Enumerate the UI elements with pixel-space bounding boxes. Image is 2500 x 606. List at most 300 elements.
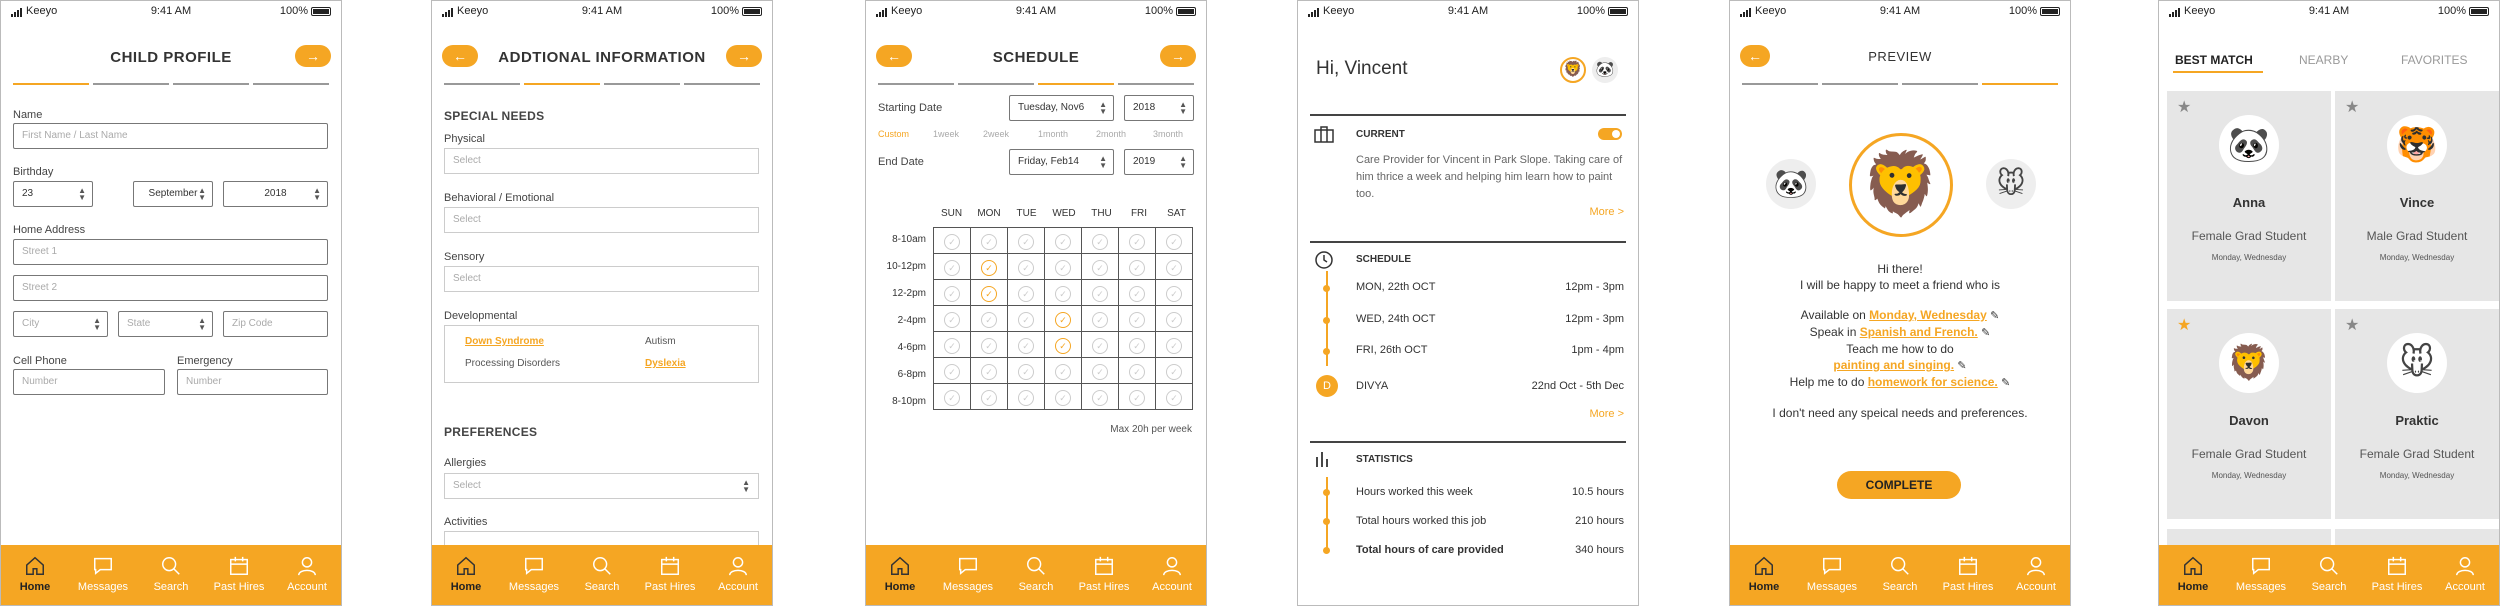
birthday-label: Birthday [13,166,54,178]
briefcase-icon [1314,125,1334,143]
allergies-label: Allergies [444,457,487,469]
lion-icon: 🦁 [1563,61,1583,78]
calendar-icon [1093,555,1115,577]
next-button[interactable] [295,45,331,67]
schedule-cell[interactable] [1008,332,1045,358]
range-option-1month[interactable]: 1month [1038,129,1069,139]
available-line: Available on Monday, Wednesday ✎ [1800,308,2000,322]
complete-button[interactable]: COMPLETE [1837,471,1961,499]
tab-account[interactable]: Account [2431,545,2499,605]
timeline-dot [1323,518,1330,525]
screen-child-profile [0,0,342,606]
schedule-cell[interactable] [1156,358,1193,384]
check-icon: ✓ [944,260,960,276]
check-icon: ✓ [1055,260,1071,276]
schedule-time: 1pm - 4pm [1571,344,1624,356]
max-hours-note: Max 20h per week [1110,424,1192,435]
status-bar: Keeyo 9:41 AM 100% [1730,5,2070,21]
screen-dashboard [1297,0,1639,606]
schedule-day: FRI, 26th OCT [1356,344,1428,356]
developmental-label: Developmental [444,310,518,322]
sensory-select[interactable]: Select [444,266,759,292]
available-value[interactable]: Monday, Wednesday [1869,308,1987,322]
stat-value: 10.5 hours [1572,486,1624,498]
address-label: Home Address [13,224,86,236]
teach-value-line [1730,357,2070,374]
speak-line: Speak in Spanish and French. ✎ [1809,325,1991,339]
schedule-cell[interactable] [1119,384,1156,410]
calendar-icon [2386,555,2408,577]
check-icon: ✓ [944,234,960,250]
help-value[interactable]: homework for science. [1867,375,1998,389]
search-icon [591,555,613,577]
schedule-grid [933,227,1193,410]
check-icon: ✓ [1129,312,1145,328]
zip-input[interactable]: Zip Code [223,311,328,337]
range-option-2week[interactable]: 2week [983,129,1010,139]
birthday-day-select[interactable]: 23 ▲ ▼ [13,181,93,207]
birthday-year-select[interactable]: 2018 ▲ ▼ [223,181,328,207]
schedule-cell[interactable] [971,332,1008,358]
divider [1310,241,1626,243]
tab-account[interactable]: Account [704,545,772,605]
schedule-cell[interactable] [1156,228,1193,254]
tab-home[interactable]: Home [432,545,500,605]
match-card[interactable] [2335,309,2499,519]
timeline-dot [1323,547,1330,554]
battery-icon [1176,7,1196,16]
schedule-cell[interactable] [934,332,971,358]
check-icon: ✓ [981,312,997,328]
mouse-avatar-option[interactable] [1986,159,2036,209]
match-card[interactable] [2167,91,2331,301]
check-icon: ✓ [1018,234,1034,250]
schedule-more-link[interactable]: More > [1589,408,1624,420]
step-progress [13,83,329,85]
check-icon: ✓ [1166,338,1182,354]
match-name: Vince [2399,195,2435,210]
current-description: Care Provider for Vincent in Park Slope. Taking care of him thrice a week and helping him learn how to paint too. [1356,154,1623,200]
tab-nearby[interactable]: NEARBY [2299,53,2349,67]
check-icon: ✓ [944,390,960,406]
schedule-cell[interactable] [1045,228,1082,254]
arrow-left-icon: ← [453,48,467,64]
tab-messages[interactable]: Messages [934,545,1002,605]
starting-date-label: Starting Date [878,102,943,114]
battery-icon [1608,7,1628,16]
page-title: PREVIEW [1868,49,1932,64]
panda-avatar[interactable] [1592,57,1618,83]
star-icon[interactable]: ★ [2177,317,2192,334]
search-icon [1889,555,1911,577]
tab-bar [866,545,1206,605]
current-heading: CURRENT [1356,129,1405,140]
divya-name: DIVYA [1356,380,1389,392]
check-icon: ✓ [1018,312,1034,328]
start-date-select[interactable]: Tuesday, Nov6 ▲ ▼ [1009,95,1114,121]
schedule-cell[interactable] [971,306,1008,332]
tab-past-hires[interactable]: Past Hires [205,545,273,605]
preview-message [1730,261,2070,421]
screen-preview [1729,0,2071,606]
timeline-dot [1323,348,1330,355]
home-icon [24,555,46,577]
search-icon [2318,555,2340,577]
street2-input[interactable]: Street 2 [13,275,328,301]
schedule-cell[interactable] [934,280,971,306]
check-icon: ✓ [1166,364,1182,380]
schedule-cell[interactable] [1119,254,1156,280]
schedule-cell[interactable] [1082,306,1119,332]
calendar-icon [659,555,681,577]
match-card[interactable] [2167,309,2331,519]
schedule-cell[interactable] [1082,332,1119,358]
range-option-1week[interactable]: 1week [933,129,960,139]
dev-option-down-syndrome[interactable]: Down Syndrome [465,336,544,347]
tab-home[interactable]: Home [1,545,69,605]
check-icon: ✓ [981,338,997,354]
check-icon: ✓ [1129,234,1145,250]
preferences-heading: PREFERENCES [444,425,538,439]
timeline-dot [1323,285,1330,292]
check-icon: ✓ [1018,364,1034,380]
lion-avatar-selected[interactable] [1849,133,1953,237]
tab-account[interactable]: Account [1138,545,1206,605]
schedule-cell[interactable] [1082,280,1119,306]
tab-search[interactable]: Search [2295,545,2363,605]
end-date-select[interactable]: Friday, Feb14 ▲ ▼ [1009,149,1114,175]
range-option-custom[interactable]: Custom [878,129,910,139]
schedule-cell[interactable] [1082,254,1119,280]
schedule-cell[interactable] [1156,280,1193,306]
schedule-cell[interactable] [1008,306,1045,332]
calendar-icon [228,555,250,577]
tab-past-hires[interactable]: Past Hires [636,545,704,605]
schedule-cell[interactable] [1156,332,1193,358]
stat-label: Total hours worked this job [1356,515,1487,527]
speak-value[interactable]: Spanish and French. [1859,325,1978,339]
schedule-cell[interactable] [1156,306,1193,332]
schedule-cell[interactable] [1008,228,1045,254]
physical-select[interactable]: Select [444,148,759,174]
current-toggle[interactable] [1598,128,1622,140]
pencil-icon[interactable]: ✎ [1990,310,2000,322]
schedule-cell[interactable] [934,228,971,254]
match-card[interactable] [2335,91,2499,301]
schedule-cell[interactable] [1119,306,1156,332]
dev-option-autism[interactable]: Autism [645,336,676,347]
name-input[interactable]: First Name / Last Name [13,123,328,149]
schedule-time: 12pm - 3pm [1565,281,1624,293]
lion-avatar[interactable] [1560,57,1586,83]
schedule-cell[interactable] [1045,358,1082,384]
check-icon: ✓ [944,338,960,354]
check-icon: ✓ [1018,260,1034,276]
schedule-cell[interactable] [934,306,971,332]
time-slot-label: 8-10am [892,234,926,245]
schedule-cell[interactable] [1156,384,1193,410]
time-slot-label: 4-6pm [897,342,926,353]
search-icon [160,555,182,577]
screen-schedule [865,0,1207,606]
time-slot-label: 6-8pm [897,369,926,380]
teach-value[interactable]: painting and singing. [1833,358,1955,372]
range-option-2month[interactable]: 2month [1096,129,1127,139]
status-bar: Keeyo 9:41 AM 100% [1,5,341,21]
tab-messages[interactable]: Messages [1798,545,1866,605]
user-icon [1161,555,1183,577]
schedule-cell[interactable] [1119,228,1156,254]
screen-additional-information [431,0,773,606]
schedule-cell[interactable] [1008,384,1045,410]
schedule-cell[interactable] [971,254,1008,280]
statistics-heading: STATISTICS [1356,454,1413,465]
match-name: Davon [2229,413,2269,428]
weekday-fri: FRI [1130,208,1148,219]
tab-past-hires[interactable]: Past Hires [2363,545,2431,605]
street1-input[interactable]: Street 1 [13,239,328,265]
weekday-wed: WED [1052,208,1076,219]
check-icon: ✓ [1129,338,1145,354]
message-icon [957,555,979,577]
schedule-cell[interactable] [971,228,1008,254]
page-title: ADDTIONAL INFORMATION [498,49,706,66]
pencil-icon[interactable]: ✎ [1957,360,1967,372]
user-icon [2025,555,2047,577]
search-icon [1025,555,1047,577]
check-icon: ✓ [1018,338,1034,354]
battery-icon [311,7,331,16]
schedule-cell[interactable] [971,384,1008,410]
state-select[interactable]: State ▲ ▼ [118,311,213,337]
status-bar: Keeyo 9:41 AM 100% [866,5,1206,21]
match-days: Monday, Wednesday [2211,471,2287,480]
schedule-cell[interactable] [971,280,1008,306]
check-icon: ✓ [1092,390,1108,406]
tab-home[interactable]: Home [1730,545,1798,605]
mouse-icon: 🐭 [2387,333,2447,393]
greeting: Hi, Vincent [1316,58,1408,79]
dev-option-processing[interactable]: Processing Disorders [465,358,561,369]
schedule-cell[interactable] [934,254,971,280]
schedule-cell[interactable] [1045,306,1082,332]
developmental-box [444,325,759,383]
weekday-header [933,208,1195,222]
emergency-label: Emergency [177,355,233,367]
schedule-cell[interactable] [1045,384,1082,410]
lion-icon: 🦁 [2219,333,2279,393]
match-name: Anna [2232,195,2266,210]
clock-icon [1314,250,1334,270]
tab-messages[interactable]: Messages [500,545,568,605]
tab-search[interactable]: Search [568,545,636,605]
panda-icon: 🐼 [1595,61,1615,78]
city-select[interactable]: City ▲ ▼ [13,311,108,337]
weekday-sat: SAT [1167,208,1186,219]
home-icon [2182,555,2204,577]
current-more-link[interactable]: More > [1589,206,1624,218]
page-title: CHILD PROFILE [110,49,232,66]
weekday-sun: SUN [940,208,963,219]
schedule-cell[interactable] [1008,254,1045,280]
check-icon: ✓ [981,260,997,276]
schedule-cell[interactable] [934,358,971,384]
star-icon[interactable]: ★ [2345,99,2360,116]
arrow-left-icon: ← [887,48,901,64]
tab-messages[interactable]: Messages [2227,545,2295,605]
tiger-icon: 🐯 [2387,115,2447,175]
end-date-label: End Date [878,156,924,168]
check-icon: ✓ [944,364,960,380]
time-slot-label: 2-4pm [897,315,926,326]
arrow-left-icon: ← [1748,48,1762,64]
time-slot-label: 12-2pm [892,288,926,299]
active-tab-indicator [2173,71,2263,73]
schedule-cell[interactable] [1045,280,1082,306]
schedule-cell[interactable] [1008,358,1045,384]
divider [1310,114,1626,116]
tab-search[interactable]: Search [1002,545,1070,605]
weekday-tue: TUE [1016,208,1037,219]
emergency-input[interactable]: Number [177,369,328,395]
arrow-right-icon: → [1171,48,1185,64]
check-icon: ✓ [1018,390,1034,406]
user-icon [2454,555,2476,577]
battery-icon [2469,7,2489,16]
check-icon: ✓ [1166,312,1182,328]
tab-search[interactable]: Search [1866,545,1934,605]
battery-icon [2040,7,2060,16]
divider [1310,441,1626,443]
star-icon[interactable]: ★ [2177,99,2192,116]
tab-home[interactable]: Home [2159,545,2227,605]
tab-search[interactable]: Search [137,545,205,605]
status-bar: Keeyo 9:41 AM 100% [2159,5,2499,21]
message-icon [92,555,114,577]
schedule-day: WED, 24th OCT [1356,313,1436,325]
pencil-icon[interactable]: ✎ [1981,327,1991,339]
check-icon: ✓ [1166,286,1182,302]
check-icon: ✓ [981,364,997,380]
schedule-cell[interactable] [1156,254,1193,280]
stat-value: 340 hours [1575,544,1624,556]
check-icon: ✓ [1055,234,1071,250]
timeline-dot [1323,317,1330,324]
stat-label: Total hours of care provided [1356,544,1504,556]
allergies-select[interactable]: Select ▲ ▼ [444,473,759,499]
panda-icon: 🐼 [2219,115,2279,175]
cell-phone-label: Cell Phone [13,355,67,367]
schedule-cell[interactable] [934,384,971,410]
schedule-cell[interactable] [1119,280,1156,306]
cell-phone-input[interactable]: Number [13,369,165,395]
lion-icon: 🦁 [1862,150,1940,219]
sensory-label: Sensory [444,251,485,263]
schedule-cell[interactable] [1008,280,1045,306]
weekday-thu: THU [1091,208,1112,219]
match-description: Female Grad Student [2191,447,2307,461]
home-icon [889,555,911,577]
tab-best-match[interactable]: BEST MATCH [2175,53,2253,67]
check-icon: ✓ [1092,260,1108,276]
star-icon[interactable]: ★ [2345,317,2360,334]
tab-bar [432,545,772,605]
schedule-cell[interactable] [1045,254,1082,280]
schedule-cell[interactable] [1082,228,1119,254]
message-icon [1821,555,1843,577]
schedule-cell[interactable] [1082,384,1119,410]
end-year-select[interactable]: 2019 ▲ ▼ [1124,149,1194,175]
help-line: Help me to do homework for science. ✎ [1789,375,2011,389]
check-icon: ✓ [1055,390,1071,406]
schedule-cell[interactable] [1119,358,1156,384]
check-icon: ✓ [1092,286,1108,302]
screen-matches [2158,0,2500,606]
arrow-right-icon: → [737,48,751,64]
panda-avatar-option[interactable] [1766,159,1816,209]
needs-line: I don't need any speical needs and preferences. [1772,406,2028,420]
time-slot-label: 8-10pm [892,396,926,407]
dev-option-dyslexia[interactable]: Dyslexia [645,358,686,369]
check-icon: ✓ [981,234,997,250]
check-icon: ✓ [1129,286,1145,302]
check-icon: ✓ [1166,234,1182,250]
weekday-mon: MON [977,208,1001,219]
mouse-icon: 🐭 [1996,168,2026,199]
behavioral-select[interactable]: Select [444,207,759,233]
arrow-right-icon: → [306,48,320,64]
check-icon: ✓ [1129,390,1145,406]
tab-home[interactable]: Home [866,545,934,605]
step-progress [878,83,1194,85]
next-button[interactable] [726,45,762,67]
check-icon: ✓ [1018,286,1034,302]
stat-value: 210 hours [1575,515,1624,527]
next-button[interactable] [1160,45,1196,67]
birthday-month-select[interactable]: September ▲ ▼ [133,181,213,207]
range-option-3month[interactable]: 3month [1153,129,1184,139]
tab-past-hires[interactable]: Past Hires [1070,545,1138,605]
schedule-cell[interactable] [1082,358,1119,384]
tab-account[interactable]: Account [2002,545,2070,605]
tab-account[interactable]: Account [273,545,341,605]
schedule-cell[interactable] [1119,332,1156,358]
match-days: Monday, Wednesday [2379,253,2455,262]
status-bar: Keeyo 9:41 AM 100% [432,5,772,21]
message-icon [523,555,545,577]
schedule-cell[interactable] [1045,332,1082,358]
schedule-cell[interactable] [971,358,1008,384]
schedule-heading: SCHEDULE [1356,254,1412,265]
step-progress [1742,83,2058,85]
home-icon [455,555,477,577]
stat-label: Hours worked this week [1356,486,1473,498]
tab-favorites[interactable]: FAVORITES [2401,53,2468,67]
check-icon: ✓ [1055,286,1071,302]
pencil-icon[interactable]: ✎ [2001,377,2011,389]
tab-past-hires[interactable]: Past Hires [1934,545,2002,605]
check-icon: ✓ [1055,338,1071,354]
page-title: SCHEDULE [992,49,1080,66]
start-year-select[interactable]: 2018 ▲ ▼ [1124,95,1194,121]
check-icon: ✓ [944,312,960,328]
range-presets [878,129,1194,143]
tab-bar [1730,545,2070,605]
special-needs-heading: SPECIAL NEEDS [444,109,545,123]
tab-messages[interactable]: Messages [69,545,137,605]
check-icon: ✓ [1166,390,1182,406]
teach-line: Teach me how to do [1846,342,1954,356]
